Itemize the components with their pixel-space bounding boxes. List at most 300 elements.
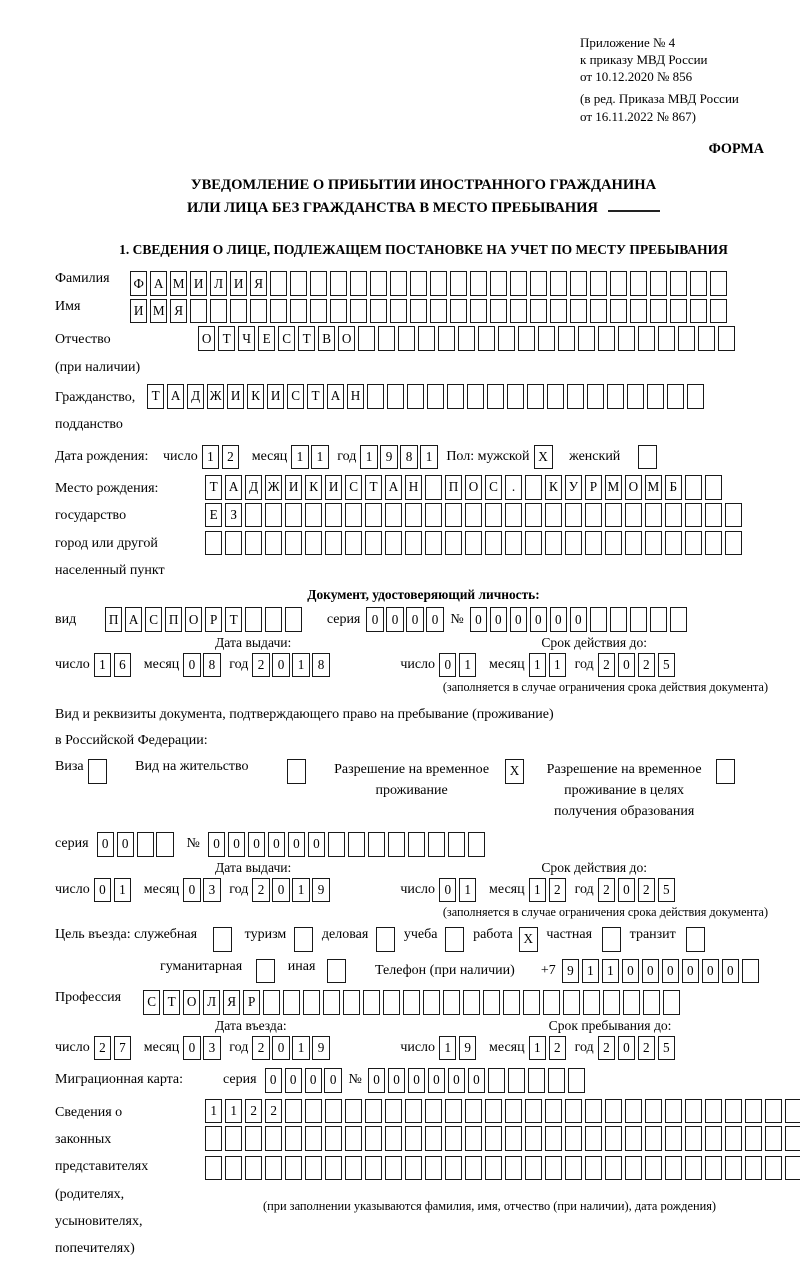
- cell[interactable]: [425, 475, 442, 500]
- birth-month-input[interactable]: [291, 445, 331, 470]
- cell[interactable]: [545, 1156, 562, 1181]
- cell[interactable]: С: [287, 384, 304, 409]
- cell[interactable]: 1: [114, 878, 131, 903]
- cell[interactable]: [685, 475, 702, 500]
- cell[interactable]: [465, 531, 482, 556]
- cell[interactable]: [650, 607, 667, 632]
- cell[interactable]: Д: [245, 475, 262, 500]
- cell[interactable]: [358, 326, 375, 351]
- representatives-input-row3[interactable]: [205, 1156, 800, 1181]
- cell[interactable]: [685, 1156, 702, 1181]
- cell[interactable]: [565, 1156, 582, 1181]
- cell[interactable]: [310, 299, 327, 324]
- cell[interactable]: М: [645, 475, 662, 500]
- cell[interactable]: 0: [439, 878, 456, 903]
- cell[interactable]: [645, 1156, 662, 1181]
- cell[interactable]: П: [165, 607, 182, 632]
- permit-issue-year-input[interactable]: [252, 878, 332, 903]
- cell[interactable]: [365, 1156, 382, 1181]
- cell[interactable]: [390, 299, 407, 324]
- cell[interactable]: [265, 1126, 282, 1151]
- cell[interactable]: [450, 299, 467, 324]
- cell[interactable]: [705, 1099, 722, 1124]
- cell[interactable]: [716, 759, 735, 784]
- cell[interactable]: [725, 1156, 742, 1181]
- cell[interactable]: [505, 1099, 522, 1124]
- cell[interactable]: О: [183, 990, 200, 1015]
- cell[interactable]: [647, 384, 664, 409]
- cell[interactable]: [545, 1126, 562, 1151]
- cell[interactable]: [705, 503, 722, 528]
- cell[interactable]: [465, 1156, 482, 1181]
- cell[interactable]: И: [285, 475, 302, 500]
- cell[interactable]: 0: [702, 959, 719, 984]
- cell[interactable]: [765, 1156, 782, 1181]
- cell[interactable]: [665, 1126, 682, 1151]
- cell[interactable]: 1: [420, 445, 437, 470]
- cell[interactable]: [570, 271, 587, 296]
- cell[interactable]: 0: [662, 959, 679, 984]
- cell[interactable]: [705, 531, 722, 556]
- cell[interactable]: [698, 326, 715, 351]
- cell[interactable]: К: [305, 475, 322, 500]
- cell[interactable]: 1: [439, 1036, 456, 1061]
- stay-month-input[interactable]: [529, 1036, 569, 1061]
- cell[interactable]: 1: [225, 1099, 242, 1124]
- cell[interactable]: [765, 1126, 782, 1151]
- cell[interactable]: [587, 384, 604, 409]
- cell[interactable]: [445, 503, 462, 528]
- permit-series-input[interactable]: [97, 832, 177, 857]
- cell[interactable]: [670, 299, 687, 324]
- cell[interactable]: [510, 271, 527, 296]
- cell[interactable]: [245, 531, 262, 556]
- cell[interactable]: [602, 927, 621, 952]
- cell[interactable]: [405, 1156, 422, 1181]
- cell[interactable]: 1: [529, 1036, 546, 1061]
- cell[interactable]: [465, 1099, 482, 1124]
- cell[interactable]: [398, 326, 415, 351]
- cell[interactable]: [638, 445, 657, 470]
- cell[interactable]: О: [185, 607, 202, 632]
- cell[interactable]: X: [505, 759, 524, 784]
- entry-year-input[interactable]: [252, 1036, 332, 1061]
- doc-number-input[interactable]: [470, 607, 690, 632]
- cell[interactable]: [508, 1068, 525, 1093]
- cell[interactable]: [365, 531, 382, 556]
- cell[interactable]: [423, 990, 440, 1015]
- cell[interactable]: [503, 990, 520, 1015]
- permit-valid-year-input[interactable]: [598, 878, 678, 903]
- cell[interactable]: [438, 326, 455, 351]
- cell[interactable]: [665, 1156, 682, 1181]
- cell[interactable]: 0: [272, 653, 289, 678]
- cell[interactable]: [427, 384, 444, 409]
- cell[interactable]: [388, 832, 405, 857]
- cell[interactable]: 0: [268, 832, 285, 857]
- cell[interactable]: Т: [147, 384, 164, 409]
- cell[interactable]: 0: [428, 1068, 445, 1093]
- cell[interactable]: [705, 1126, 722, 1151]
- purpose-private-checkbox[interactable]: [602, 927, 624, 952]
- cell[interactable]: С: [485, 475, 502, 500]
- cell[interactable]: [485, 503, 502, 528]
- purpose-work-checkbox[interactable]: [519, 927, 541, 952]
- doc-series-input[interactable]: [366, 607, 446, 632]
- cell[interactable]: [230, 299, 247, 324]
- cell[interactable]: 2: [265, 1099, 282, 1124]
- cell[interactable]: И: [267, 384, 284, 409]
- cell[interactable]: [585, 1126, 602, 1151]
- cell[interactable]: [745, 1156, 762, 1181]
- cell[interactable]: 2: [638, 878, 655, 903]
- cell[interactable]: 0: [618, 1036, 635, 1061]
- cell[interactable]: А: [327, 384, 344, 409]
- cell[interactable]: [285, 503, 302, 528]
- cell[interactable]: 2: [598, 1036, 615, 1061]
- cell[interactable]: [410, 271, 427, 296]
- cell[interactable]: Т: [307, 384, 324, 409]
- cell[interactable]: 2: [549, 878, 566, 903]
- cell[interactable]: [327, 959, 346, 984]
- cell[interactable]: А: [167, 384, 184, 409]
- cell[interactable]: [325, 1126, 342, 1151]
- cell[interactable]: 1: [459, 653, 476, 678]
- cell[interactable]: 2: [245, 1099, 262, 1124]
- cell[interactable]: [345, 1126, 362, 1151]
- cell[interactable]: Д: [187, 384, 204, 409]
- cell[interactable]: [225, 531, 242, 556]
- cell[interactable]: [645, 1126, 662, 1151]
- cell[interactable]: [445, 531, 462, 556]
- cell[interactable]: Ж: [207, 384, 224, 409]
- sex-female-checkbox[interactable]: [638, 445, 660, 470]
- cell[interactable]: [305, 1099, 322, 1124]
- cell[interactable]: 0: [183, 878, 200, 903]
- cell[interactable]: [470, 271, 487, 296]
- doc-kind-input[interactable]: [105, 607, 305, 632]
- cell[interactable]: 0: [470, 607, 487, 632]
- cell[interactable]: [425, 1156, 442, 1181]
- cell[interactable]: [645, 531, 662, 556]
- cell[interactable]: 5: [658, 1036, 675, 1061]
- cell[interactable]: 0: [305, 1068, 322, 1093]
- cell[interactable]: [598, 326, 615, 351]
- cell[interactable]: X: [519, 927, 538, 952]
- cell[interactable]: 2: [252, 653, 269, 678]
- permit-issue-day-input[interactable]: [94, 878, 134, 903]
- cell[interactable]: [605, 1126, 622, 1151]
- cell[interactable]: [450, 271, 467, 296]
- entry-day-input[interactable]: [94, 1036, 134, 1061]
- cell[interactable]: И: [190, 271, 207, 296]
- phone-input[interactable]: [562, 959, 762, 984]
- cell[interactable]: [137, 832, 154, 857]
- cell[interactable]: [505, 531, 522, 556]
- cell[interactable]: [387, 384, 404, 409]
- cell[interactable]: [403, 990, 420, 1015]
- cell[interactable]: [665, 1099, 682, 1124]
- cell[interactable]: 9: [312, 878, 329, 903]
- cell[interactable]: [558, 326, 575, 351]
- cell[interactable]: 0: [183, 1036, 200, 1061]
- cell[interactable]: [465, 1126, 482, 1151]
- cell[interactable]: [525, 1126, 542, 1151]
- cell[interactable]: 2: [549, 1036, 566, 1061]
- cell[interactable]: М: [605, 475, 622, 500]
- cell[interactable]: [583, 990, 600, 1015]
- cell[interactable]: О: [465, 475, 482, 500]
- cell[interactable]: 0: [208, 832, 225, 857]
- cell[interactable]: [385, 1126, 402, 1151]
- cell[interactable]: [290, 299, 307, 324]
- cell[interactable]: 0: [366, 607, 383, 632]
- cell[interactable]: [385, 1099, 402, 1124]
- purpose-business-checkbox[interactable]: [376, 927, 398, 952]
- cell[interactable]: А: [125, 607, 142, 632]
- cell[interactable]: О: [625, 475, 642, 500]
- cell[interactable]: [547, 384, 564, 409]
- cell[interactable]: [505, 503, 522, 528]
- cell[interactable]: [742, 959, 759, 984]
- cell[interactable]: [550, 271, 567, 296]
- cell[interactable]: [605, 1156, 622, 1181]
- citizenship-input[interactable]: [147, 384, 707, 409]
- cell[interactable]: [365, 1126, 382, 1151]
- cell[interactable]: Н: [405, 475, 422, 500]
- cell[interactable]: [710, 271, 727, 296]
- cell[interactable]: [263, 990, 280, 1015]
- cell[interactable]: Т: [225, 607, 242, 632]
- cell[interactable]: [525, 1156, 542, 1181]
- cell[interactable]: 0: [490, 607, 507, 632]
- cell[interactable]: [578, 326, 595, 351]
- cell[interactable]: [156, 832, 173, 857]
- cell[interactable]: [525, 475, 542, 500]
- cell[interactable]: Ч: [238, 326, 255, 351]
- cell[interactable]: [270, 299, 287, 324]
- cell[interactable]: [325, 1099, 342, 1124]
- edu-permit-checkbox[interactable]: [716, 759, 738, 784]
- cell[interactable]: [265, 503, 282, 528]
- cell[interactable]: Т: [365, 475, 382, 500]
- cell[interactable]: 0: [570, 607, 587, 632]
- migration-number-input[interactable]: [368, 1068, 588, 1093]
- cell[interactable]: [625, 531, 642, 556]
- cell[interactable]: [310, 271, 327, 296]
- cell[interactable]: С: [145, 607, 162, 632]
- cell[interactable]: С: [345, 475, 362, 500]
- cell[interactable]: Е: [258, 326, 275, 351]
- cell[interactable]: [410, 299, 427, 324]
- cell[interactable]: 2: [638, 1036, 655, 1061]
- cell[interactable]: [305, 1156, 322, 1181]
- representatives-input-row2[interactable]: [205, 1126, 800, 1151]
- cell[interactable]: [645, 1099, 662, 1124]
- given-name-input[interactable]: [130, 299, 730, 324]
- cell[interactable]: 2: [598, 878, 615, 903]
- cell[interactable]: [343, 990, 360, 1015]
- doc-valid-year-input[interactable]: [598, 653, 678, 678]
- cell[interactable]: [265, 1156, 282, 1181]
- cell[interactable]: [428, 832, 445, 857]
- cell[interactable]: 2: [222, 445, 239, 470]
- cell[interactable]: [490, 271, 507, 296]
- doc-issue-day-input[interactable]: [94, 653, 134, 678]
- cell[interactable]: [570, 299, 587, 324]
- cell[interactable]: [725, 1126, 742, 1151]
- cell[interactable]: [605, 531, 622, 556]
- cell[interactable]: [245, 1126, 262, 1151]
- purpose-official-checkbox[interactable]: [213, 927, 235, 952]
- cell[interactable]: 5: [658, 878, 675, 903]
- cell[interactable]: [365, 1099, 382, 1124]
- cell[interactable]: [685, 1099, 702, 1124]
- sex-male-checkbox[interactable]: [534, 445, 556, 470]
- cell[interactable]: [627, 384, 644, 409]
- cell[interactable]: 0: [117, 832, 134, 857]
- purpose-other-checkbox[interactable]: [327, 959, 349, 984]
- cell[interactable]: 0: [510, 607, 527, 632]
- cell[interactable]: [325, 531, 342, 556]
- cell[interactable]: [213, 927, 232, 952]
- cell[interactable]: 1: [582, 959, 599, 984]
- cell[interactable]: [405, 1099, 422, 1124]
- cell[interactable]: Т: [218, 326, 235, 351]
- birth-place-input-row3[interactable]: [205, 531, 745, 556]
- cell[interactable]: [487, 384, 504, 409]
- surname-input[interactable]: [130, 271, 730, 296]
- cell[interactable]: П: [445, 475, 462, 500]
- cell[interactable]: [88, 759, 107, 784]
- cell[interactable]: 9: [312, 1036, 329, 1061]
- cell[interactable]: К: [247, 384, 264, 409]
- cell[interactable]: [447, 384, 464, 409]
- cell[interactable]: 7: [114, 1036, 131, 1061]
- cell[interactable]: 0: [550, 607, 567, 632]
- cell[interactable]: [485, 531, 502, 556]
- cell[interactable]: 1: [360, 445, 377, 470]
- cell[interactable]: [545, 1099, 562, 1124]
- cell[interactable]: А: [385, 475, 402, 500]
- cell[interactable]: [370, 299, 387, 324]
- cell[interactable]: [390, 271, 407, 296]
- cell[interactable]: Т: [163, 990, 180, 1015]
- cell[interactable]: [585, 503, 602, 528]
- cell[interactable]: [725, 1099, 742, 1124]
- cell[interactable]: [467, 384, 484, 409]
- cell[interactable]: 6: [114, 653, 131, 678]
- cell[interactable]: [505, 1126, 522, 1151]
- cell[interactable]: [565, 1126, 582, 1151]
- cell[interactable]: 0: [406, 607, 423, 632]
- purpose-humanitarian-checkbox[interactable]: [256, 959, 278, 984]
- cell[interactable]: Я: [223, 990, 240, 1015]
- cell[interactable]: [625, 1126, 642, 1151]
- cell[interactable]: 3: [203, 878, 220, 903]
- cell[interactable]: [605, 1099, 622, 1124]
- cell[interactable]: [303, 990, 320, 1015]
- cell[interactable]: [407, 384, 424, 409]
- cell[interactable]: М: [150, 299, 167, 324]
- cell[interactable]: [490, 299, 507, 324]
- doc-valid-month-input[interactable]: [529, 653, 569, 678]
- cell[interactable]: 1: [292, 878, 309, 903]
- cell[interactable]: [488, 1068, 505, 1093]
- cell[interactable]: [405, 503, 422, 528]
- purpose-study-checkbox[interactable]: [445, 927, 467, 952]
- cell[interactable]: [630, 299, 647, 324]
- cell[interactable]: [630, 607, 647, 632]
- cell[interactable]: [643, 990, 660, 1015]
- cell[interactable]: [505, 1156, 522, 1181]
- cell[interactable]: 2: [638, 653, 655, 678]
- cell[interactable]: 8: [203, 653, 220, 678]
- patronymic-input[interactable]: [198, 326, 738, 351]
- cell[interactable]: [465, 503, 482, 528]
- cell[interactable]: [785, 1126, 800, 1151]
- cell[interactable]: [630, 271, 647, 296]
- cell[interactable]: Б: [665, 475, 682, 500]
- cell[interactable]: А: [150, 271, 167, 296]
- cell[interactable]: [294, 927, 313, 952]
- cell[interactable]: 0: [368, 1068, 385, 1093]
- cell[interactable]: [725, 531, 742, 556]
- cell[interactable]: 1: [529, 653, 546, 678]
- doc-issue-year-input[interactable]: [252, 653, 332, 678]
- cell[interactable]: 2: [94, 1036, 111, 1061]
- cell[interactable]: [528, 1068, 545, 1093]
- cell[interactable]: 0: [408, 1068, 425, 1093]
- cell[interactable]: [745, 1126, 762, 1151]
- cell[interactable]: 1: [529, 878, 546, 903]
- cell[interactable]: [725, 503, 742, 528]
- cell[interactable]: [443, 990, 460, 1015]
- cell[interactable]: З: [225, 503, 242, 528]
- birth-day-input[interactable]: [202, 445, 242, 470]
- cell[interactable]: 2: [252, 1036, 269, 1061]
- cell[interactable]: [445, 1099, 462, 1124]
- cell[interactable]: [445, 1156, 462, 1181]
- cell[interactable]: 0: [448, 1068, 465, 1093]
- cell[interactable]: [485, 1099, 502, 1124]
- cell[interactable]: Р: [243, 990, 260, 1015]
- cell[interactable]: [685, 531, 702, 556]
- cell[interactable]: [665, 531, 682, 556]
- cell[interactable]: [190, 299, 207, 324]
- cell[interactable]: [328, 832, 345, 857]
- cell[interactable]: [425, 503, 442, 528]
- cell[interactable]: [518, 326, 535, 351]
- cell[interactable]: [345, 531, 362, 556]
- cell[interactable]: [408, 832, 425, 857]
- cell[interactable]: 9: [459, 1036, 476, 1061]
- cell[interactable]: [285, 1099, 302, 1124]
- cell[interactable]: [330, 299, 347, 324]
- cell[interactable]: 1: [202, 445, 219, 470]
- cell[interactable]: 0: [682, 959, 699, 984]
- cell[interactable]: [510, 299, 527, 324]
- cell[interactable]: [345, 1156, 362, 1181]
- cell[interactable]: [530, 299, 547, 324]
- cell[interactable]: [650, 271, 667, 296]
- birth-place-input-row2[interactable]: [205, 503, 745, 528]
- cell[interactable]: [605, 503, 622, 528]
- cell[interactable]: [618, 326, 635, 351]
- cell[interactable]: Р: [585, 475, 602, 500]
- cell[interactable]: [538, 326, 555, 351]
- cell[interactable]: П: [105, 607, 122, 632]
